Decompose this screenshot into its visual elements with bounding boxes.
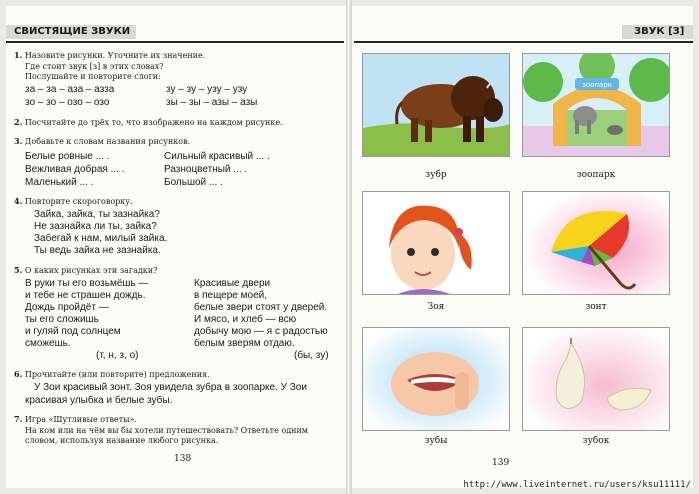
riddle-line: белые звери стоят у дверей. xyxy=(194,302,328,313)
picture-girl xyxy=(362,191,510,295)
picture-teeth xyxy=(362,327,510,431)
caption-umbrella: зонт xyxy=(585,302,607,312)
phrase: Маленький ... . xyxy=(25,177,94,188)
riddle-line: и тебе не страшен дождь. xyxy=(25,290,146,301)
zoo-illustration xyxy=(523,54,670,157)
task-text: Назовите рисунки. Уточните их значение. xyxy=(24,51,206,60)
phrase: Вежливая добрая ... . xyxy=(25,164,125,175)
picture-umbrella xyxy=(522,191,670,295)
umbrella-illustration xyxy=(523,192,670,295)
task-text: Добавьте к словам названия рисунков. xyxy=(24,137,191,146)
right-page xyxy=(352,6,693,488)
picture-bison xyxy=(362,53,510,157)
riddle-hint: (т, н, з, о) xyxy=(96,350,139,361)
task-text: Повторите скороговорку. xyxy=(24,197,133,206)
phrase: Большой ... . xyxy=(164,177,223,188)
section-header: СВИСТЯЩИЕ ЗВУКИ xyxy=(14,26,131,37)
task-1 xyxy=(14,50,334,83)
task-4 xyxy=(14,196,334,208)
riddle-line: сможешь. xyxy=(25,338,71,349)
riddle-line: ты его сложишь xyxy=(25,314,99,325)
task-number: 7. xyxy=(14,414,23,424)
phrase: Сильный красивый ... . xyxy=(164,151,270,162)
phrase: Белые ровные ... . xyxy=(25,151,110,162)
header-rule xyxy=(354,41,693,43)
task-number: 2. xyxy=(14,117,23,127)
caption-bison: зубр xyxy=(425,170,447,180)
task-number: 6. xyxy=(14,369,23,379)
syllable-row: за – за – аза – азза xyxy=(25,84,115,95)
task-3 xyxy=(14,136,334,148)
tongue-twister-line: Зайка, зайка, ты зазнайка? xyxy=(34,209,160,220)
page-number: 138 xyxy=(174,454,192,464)
caption-girl: Зоя xyxy=(427,302,445,312)
riddle-line: белым зверям отдаю. xyxy=(194,338,295,349)
garlic-illustration xyxy=(523,328,670,431)
watermark-url: http://www.liveinternet.ru/users/ksu11111/ xyxy=(463,480,691,490)
teeth-illustration xyxy=(363,328,510,431)
task-text: На ком или на чём вы бы хотели путешествовать? Ответьте одним xyxy=(25,425,308,435)
caption-zoo: зоопарк xyxy=(576,170,616,180)
riddle-line: и гуляй под солнцем xyxy=(25,326,121,337)
sentence-line: красивая улыбка и белые зубы. xyxy=(25,395,173,406)
syllable-row: зы – зы – азы – азы xyxy=(166,97,258,108)
zoo-sign-text: зоопарк xyxy=(582,81,612,89)
task-number: 5. xyxy=(14,265,23,275)
phrase: Разноцветный ... . xyxy=(164,164,248,175)
task-6 xyxy=(14,369,334,381)
girl-illustration xyxy=(363,192,510,295)
riddle-line: И мясо, и хлеб — всю xyxy=(194,314,297,325)
task-2 xyxy=(14,117,334,129)
riddle-hint: (бы, зу) xyxy=(294,350,329,361)
syllable-row: зу – зу – узу – узу xyxy=(166,84,248,95)
syllable-row: зо – зо – озо – озо xyxy=(25,97,110,108)
task-text: Послушайте и повторите слоги: xyxy=(25,72,161,81)
tongue-twister-line: Ты ведь зайка не зазнайка. xyxy=(34,245,161,256)
riddle-line: Дождь пройдёт — xyxy=(25,302,109,313)
task-number: 3. xyxy=(14,136,23,146)
riddle-line: в пещере моей, xyxy=(194,290,268,301)
task-text: Игра «Шутливые ответы». xyxy=(24,415,137,424)
caption-garlic: зубок xyxy=(582,436,610,446)
riddle-line: В руки ты его возьмёшь — xyxy=(25,278,149,289)
sentence-line: У Зои красивый зонт. Зоя увидела зубра в зоопарке. У Зои xyxy=(34,382,307,393)
task-text: Посчитайте до трёх то, что изображено на каждом рисунке. xyxy=(24,118,283,127)
task-7 xyxy=(14,414,344,447)
tongue-twister-line: Забегай к нам, милый зайка. xyxy=(34,233,168,244)
task-5 xyxy=(14,265,334,277)
task-text: О каких рисунках эти загадки? xyxy=(24,266,158,275)
section-header: ЗВУК [З] xyxy=(634,26,685,37)
caption-teeth: зубы xyxy=(424,436,448,446)
bison-illustration xyxy=(363,54,510,157)
picture-garlic xyxy=(522,327,670,431)
task-text: Прочитайте (или повторите) предложения. xyxy=(24,370,210,379)
tongue-twister-line: Не зазнайка ли ты, зайка? xyxy=(34,221,157,232)
left-page xyxy=(6,6,346,488)
header-rule xyxy=(6,41,344,43)
riddle-line: Красивые двери xyxy=(194,278,271,289)
riddle-line: добычу мою — я с радостью xyxy=(194,326,328,337)
task-text: Где стоит звук [з] в этих словах? xyxy=(25,61,164,71)
task-number: 4. xyxy=(14,196,23,206)
task-text: словом, используя название любого рисунка. xyxy=(25,436,219,445)
picture-zoo xyxy=(522,53,670,157)
page-number: 139 xyxy=(492,458,510,468)
task-number: 1. xyxy=(14,50,23,60)
